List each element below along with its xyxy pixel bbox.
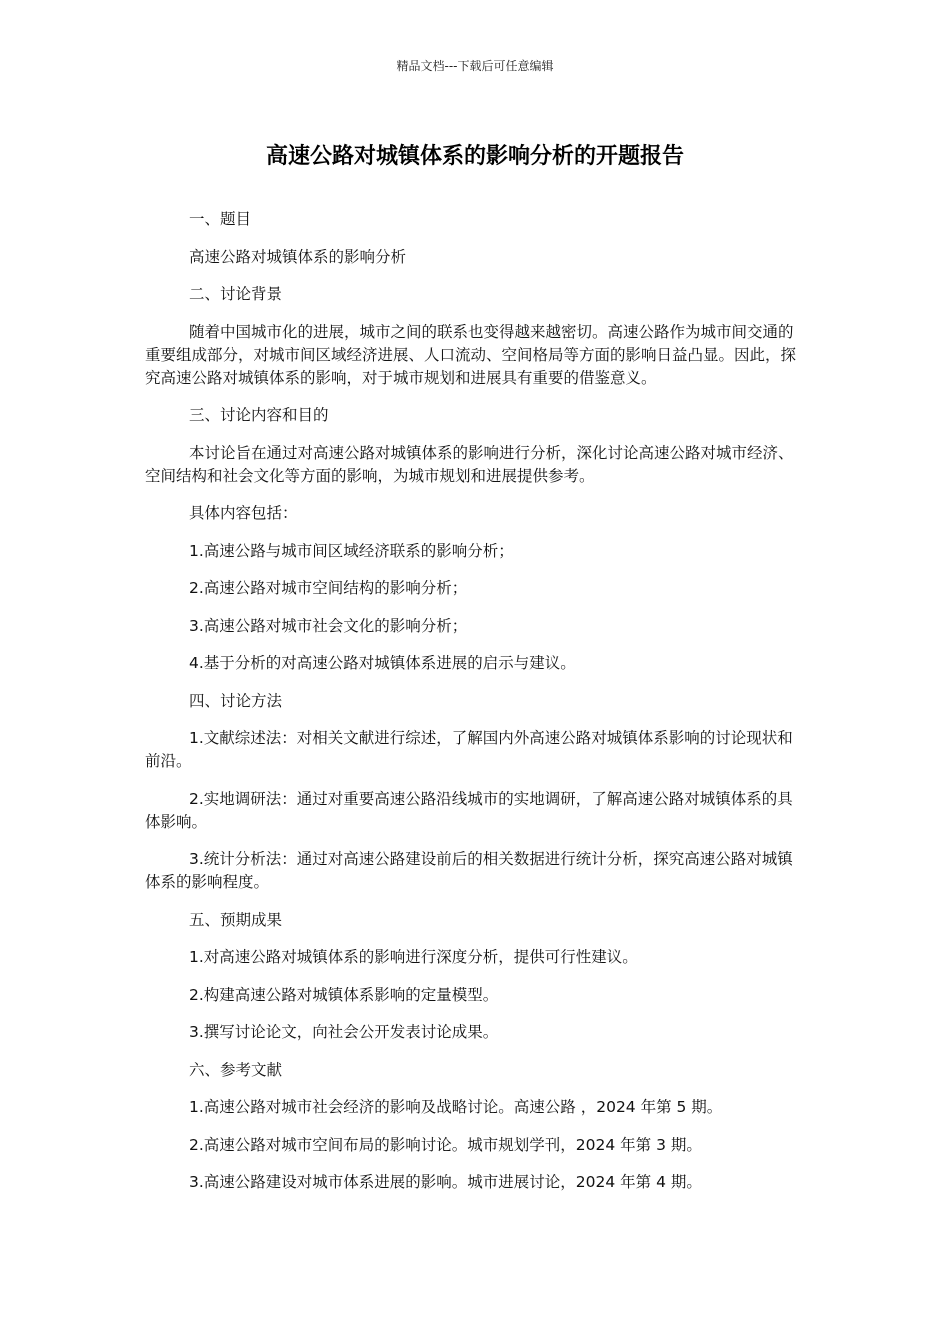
paragraph: 本讨论旨在通过对高速公路对城镇体系的影响进行分析，深化讨论高速公路对城市经济、空间结构和社会文化等方面的影响，为城市规划和进展提供参考。 bbox=[145, 443, 794, 485]
list-item: 3.高速公路对城市社会文化的影响分析； bbox=[189, 616, 468, 635]
document-title: 高速公路对城镇体系的影响分析的开题报告 bbox=[265, 144, 684, 169]
list-item: 3.统计分析法：通过对高速公路建设前后的相关数据进行统计分析，探究高速公路对城镇体系的影响程度。 bbox=[145, 850, 793, 891]
section-heading: 一、题目 bbox=[189, 210, 252, 228]
list-item: 3.撰写讨论论文，向社会公开发表讨论成果。 bbox=[189, 1023, 499, 1041]
reference-item: 3.高速公路建设对城市体系进展的影响。城市进展讨论，2024 年第 4 期。 bbox=[189, 1173, 702, 1191]
paragraph: 具体内容包括： bbox=[189, 504, 298, 522]
reference-item: 1.高速公路对城市社会经济的影响及战略讨论。高速公路 ，2024 年第 5 期。 bbox=[189, 1098, 723, 1116]
reference-item: 2.高速公路对城市空间布局的影响讨论。城市规划学刊，2024 年第 3 期。 bbox=[189, 1135, 702, 1154]
list-item: 1.高速公路与城市间区域经济联系的影响分析； bbox=[189, 541, 514, 560]
document-body bbox=[145, 208, 807, 1209]
section-heading: 六、参考文献 bbox=[189, 1060, 283, 1079]
section-heading: 五、预期成果 bbox=[189, 910, 283, 929]
paragraph: 高速公路对城镇体系的影响分析 bbox=[189, 247, 407, 266]
list-item: 2.构建高速公路对城镇体系影响的定量模型。 bbox=[189, 985, 499, 1004]
list-item: 2.实地调研法：通过对重要高速公路沿线城市的实地调研，了解高速公路对城镇体系的具体影响。 bbox=[145, 789, 793, 831]
list-item: 1.文献综述法：对相关文献进行综述，了解国内外高速公路对城镇体系影响的讨论现状和前沿。 bbox=[145, 729, 793, 770]
section-heading: 二、讨论背景 bbox=[189, 285, 283, 303]
section-heading: 三、讨论内容和目的 bbox=[189, 406, 329, 424]
paragraph: 随着中国城市化的进展，城市之间的联系也变得越来越密切。高速公路作为城市间交通的重要组成部分，对城市间区域经济进展、人口流动、空间格局等方面的影响日益凸显。因此，探究高速公路对城镇体系的影响，对于城市规划和进展具有重要的借鉴意义。 bbox=[145, 322, 797, 387]
list-item: 2.高速公路对城市空间结构的影响分析； bbox=[189, 579, 468, 597]
page-header-note: 精品文档---下载后可任意编辑 bbox=[396, 59, 554, 73]
list-item: 4.基于分析的对高速公路对城镇体系进展的启示与建议。 bbox=[189, 654, 576, 672]
section-heading: 四、讨论方法 bbox=[189, 691, 283, 710]
list-item: 1.对高速公路对城镇体系的影响进行深度分析，提供可行性建议。 bbox=[189, 948, 638, 966]
